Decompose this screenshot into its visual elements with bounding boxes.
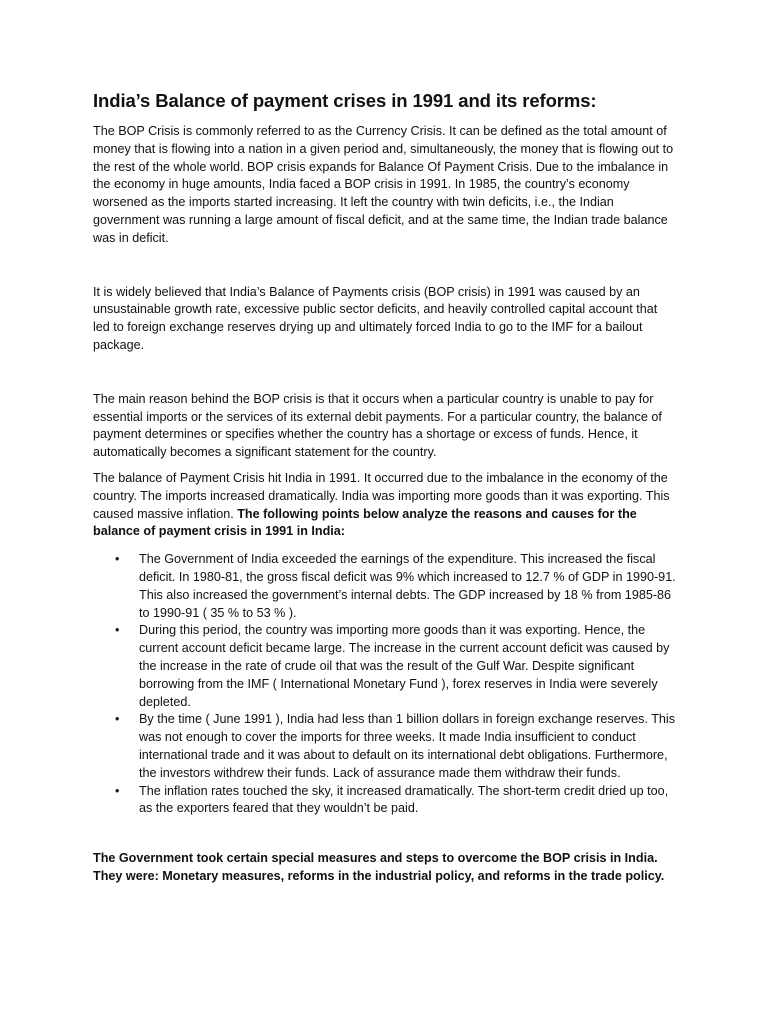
paragraph-bop-causes: It is widely believed that India’s Balance of Payments crisis (BOP crisis) in 1991 was caused by an unsustainable growth rate, excessive public sector deficits, and heavily controlled capital account that led to foreign exchange reserves drying up and ultimately forced India to go to the IMF for a bailout package.: [93, 284, 658, 352]
list-item-text: The inflation rates touched the sky, it increased dramatically. The short-term credit dried up too, as the exporters feared that they wouldn’t be paid.: [139, 783, 669, 816]
paragraph-spacer: [93, 462, 677, 470]
document-title: India’s Balance of payment crises in 1991 and its reforms:: [93, 90, 597, 111]
list-item: [93, 551, 677, 622]
bullet-icon: •: [115, 552, 120, 567]
bullet-icon: •: [115, 783, 120, 798]
paragraph-crisis-1991-text: The balance of Payment Crisis hit India in 1991. It occurred due to the imbalance in the economy of the country. The imports increased dramatically. India was importing more goods than it was exporting. This caused massive inflation.: [93, 470, 670, 521]
paragraph-bop-definition: The BOP Crisis is commonly referred to as the Currency Crisis. It can be defined as the total amount of money that is flowing into a nation in a given period and, simultaneously, the money that is flowing out to the rest of the whole world. BOP crisis expands for Balance Of Payment Crisis. Due to the imbalance in the economy in huge amounts, India faced a BOP crisis in 1991. In 1985, the country’s economy worsened as the imports started increasing. It left the country with twin deficits, i.e., the Indian government was running a large amount of fiscal deficit, and at the same time, the Indian trade balance was in deficit.: [93, 124, 674, 245]
list-item: [93, 783, 677, 819]
paragraph-bop-reason: The main reason behind the BOP crisis is that it occurs when a particular country is unable to pay for essential imports or the services of its external debit payments. For a particular country, the balance of payment determines or specifies whether the country has a shortage or excess of funds. Hence, it automatically becomes a significant statement for the country.: [93, 391, 662, 460]
list-item-text: By the time ( June 1991 ), India had less than 1 billion dollars in foreign exchange reserves. This was not enough to cover the imports for three weeks. It made India insufficient to conduct international trade and it was about to default on its international debt obligations. Furthermore, the investors withdrew their funds. Lack of assurance made them withdraw their funds.: [139, 712, 676, 780]
causes-list: [93, 551, 677, 818]
document-page: [93, 88, 677, 886]
paragraph-closing-text: The Government took certain special measures and steps to overcome the BOP crisis in India. They were: Monetary measures, reforms in the industrial policy, and reforms in the trade policy.: [93, 851, 665, 883]
bullet-icon: •: [115, 712, 120, 727]
list-item: [93, 711, 677, 782]
list-item: [93, 622, 677, 711]
list-item-text: During this period, the country was importing more goods than it was exporting. Hence, the current account deficit became large. The increase in the current account deficit was caused by the increase in the rate of crude oil that was the result of the Gulf War. Despite significant borrowing from the IMF ( International Monetary Fund ), forex reserves in India were severely depleted.: [139, 623, 670, 709]
list-item-text: The Government of India exceeded the earnings of the expenditure. This increased the fiscal deficit. In 1980-81, the gross fiscal deficit was 9% which increased to 12.7 % of GDP in 1990-91. This also increased the government’s internal debts. The GDP increased by 18 % from 1985-86 to 1990-91 ( 35 % to 53 % ).: [139, 552, 676, 620]
bullet-icon: •: [115, 623, 120, 638]
paragraph-spacer: [93, 248, 677, 284]
paragraph-crisis-1991-lead-in: The following points below analyze the reasons and causes for the balance of payment crisis in 1991 in India:: [93, 506, 637, 539]
paragraph-closing: [93, 850, 677, 886]
paragraph-spacer: [93, 355, 677, 391]
paragraph-crisis-1991: [93, 470, 677, 541]
